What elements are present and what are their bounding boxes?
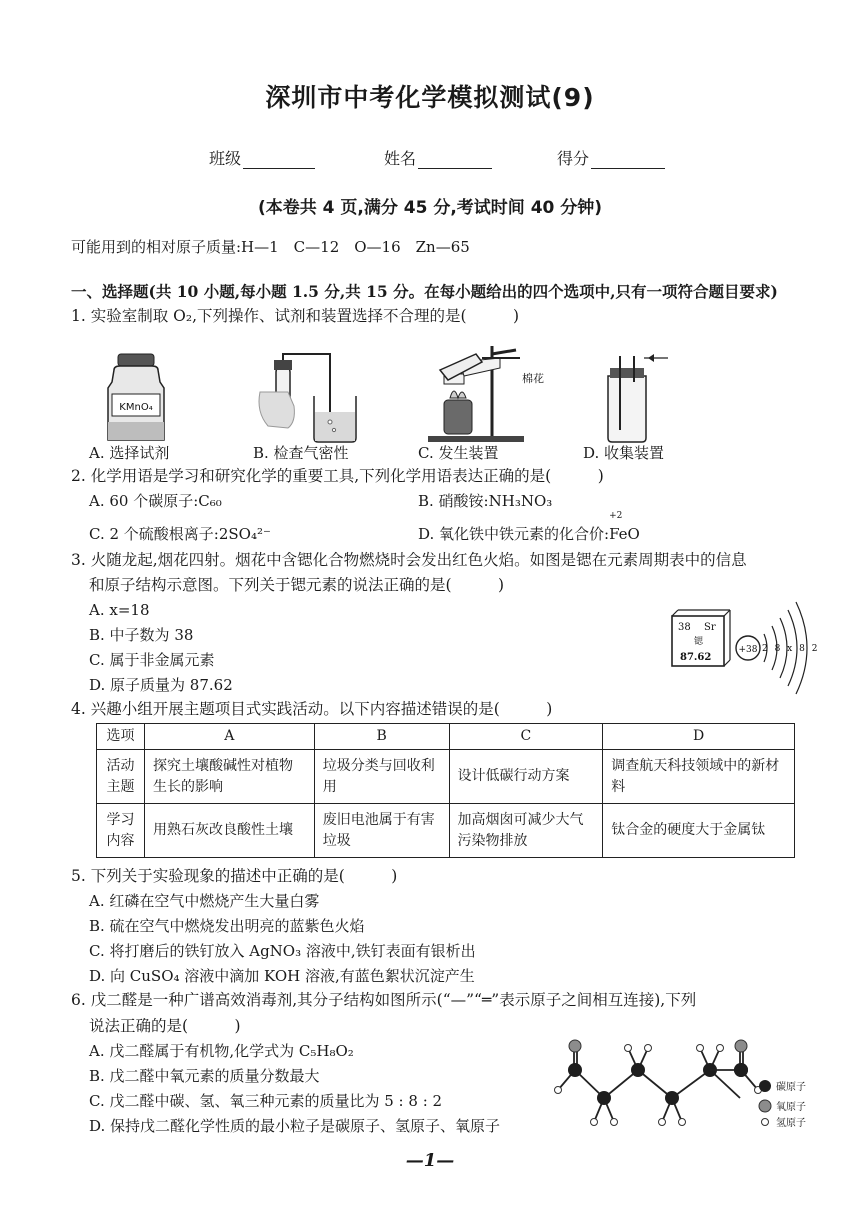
q2-option-a: A. 60 个碳原子:C₆₀ [89,492,222,510]
q3-option-d: D. 原子质量为 87.62 [89,676,233,694]
exam-note: (本卷共 4 页,满分 45 分,考试时间 40 分钟) [257,198,603,218]
svg-text:2 8 x 8 2: 2 8 x 8 2 [762,644,820,654]
reagent-bottle-illustration [98,352,178,444]
svg-text:氧原子: 氧原子 [776,1102,806,1113]
page-number: —1— [405,1150,455,1171]
q3-option-a: A. x=18 [89,601,150,619]
table-header-row [97,724,795,750]
table-row [97,750,795,804]
cotton-label: 棉花 [522,372,544,385]
q5-option-a: A. 红磷在空气中燃烧产生大量白雾 [89,892,320,910]
q2-stem: 2. 化学用语是学习和研究化学的重要工具,下列化学用语表达正确的是( ) [71,467,604,485]
q6-option-b: B. 戊二醛中氧元素的质量分数最大 [89,1067,320,1085]
table-cell: 设计低碳行动方案 [449,750,603,804]
q1-stem: 1. 实验室制取 O₂,下列操作、试剂和装置选择不合理的是( ) [71,307,520,325]
table-row [97,804,795,858]
q1-option-c: C. 发生装置 [418,444,499,462]
table-cell: 加高烟囱可减少大气污染物排放 [449,804,603,858]
q6-option-d: D. 保持戊二醛化学性质的最小粒子是碳原子、氢原子、氧原子 [89,1117,501,1135]
table-header-cell: D [603,724,795,750]
page-title: 深圳市中考化学模拟测试(9) [265,83,595,112]
periodic-table-cell [672,610,730,666]
table-header-cell: A [144,724,314,750]
q6-option-a: A. 戊二醛属于有机物,化学式为 C₅H₈O₂ [89,1042,354,1060]
name-field: 姓名 [384,146,492,169]
q1-option-d: D. 收集装置 [583,444,665,462]
svg-text:38: 38 [678,622,691,633]
table-header-cell: B [314,724,449,750]
airtightness-check-illustration [250,352,370,444]
q1-option-a: A. 选择试剂 [89,444,170,462]
collection-bottle-illustration [598,352,678,444]
table-cell: 废旧电池属于有害垃圾 [314,804,449,858]
q5-option-d: D. 向 CuSO₄ 溶液中滴加 KOH 溶液,有蓝色絮状沉淀产生 [89,967,475,985]
q5-option-c: C. 将打磨后的铁钉放入 AgNO₃ 溶液中,铁钉表面有银析出 [89,942,476,960]
svg-text:氢原子: 氢原子 [776,1118,806,1129]
generation-apparatus-illustration [420,340,544,444]
q2-option-b: B. 硝酸铵:NH₃NO₃ [418,492,553,510]
q5-stem: 5. 下列关于实验现象的描述中正确的是( ) [71,867,398,885]
q4-stem: 4. 兴趣小组开展主题项目式实践活动。以下内容描述错误的是( ) [71,700,553,718]
svg-text:锶: 锶 [694,637,704,647]
class-field: 班级 [209,146,315,169]
svg-text:+38: +38 [738,645,758,655]
section-heading: 一、选择题(共 10 小题,每小题 1.5 分,共 15 分。在每小题给出的四个选项中,只有一项符合题目要求) [71,282,778,301]
score-field: 得分 [557,146,665,169]
q3-option-c: C. 属于非金属元素 [89,651,215,669]
q3-option-b: B. 中子数为 38 [89,626,194,644]
table-cell: 用熟石灰改良酸性土壤 [144,804,314,858]
hydrogen-atoms [555,1045,762,1126]
q2-option-d: D. 氧化铁中铁元素的化合价: +2 FeO [418,511,640,543]
molecule-legend [759,1080,806,1129]
table-cell: 垃圾分类与回收利用 [314,750,449,804]
row-label: 活动 主题 [97,750,145,804]
q6-option-c: C. 戊二醛中碳、氢、氧三种元素的质量比为 5 : 8 : 2 [89,1092,443,1110]
atomic-structure-diagram [736,602,819,694]
q6-stem-line2: 说法正确的是( ) [89,1017,241,1035]
svg-text:碳原子: 碳原子 [776,1082,806,1093]
q3-stem-line1: 3. 火随龙起,烟花四射。烟花中含锶化合物燃烧时会发出红色火焰。如图是锶在元素周期表中的信息 [71,551,747,569]
q3-stem-line2: 和原子结构示意图。下列关于锶元素的说法正确的是( ) [89,576,505,594]
glutaraldehyde-molecule [548,1034,818,1134]
bottle-label: KMnO₄ [119,402,153,413]
table-header-cell: C [449,724,603,750]
row-label: 学习 内容 [97,804,145,858]
atomic-masses: 可能用到的相对原子质量:H—1 C—12 O—16 Zn—65 [71,238,470,256]
strontium-figure [668,596,818,700]
table-header-cell: 选项 [97,724,145,750]
table-cell: 探究土壤酸碱性对植物生长的影响 [144,750,314,804]
svg-text:Sr: Sr [704,622,716,633]
activity-table [96,723,795,858]
valence-mark: +2 [609,511,623,521]
q6-stem-line1: 6. 戊二醛是一种广谱高效消毒剂,其分子结构如图所示(“—”“═”表示原子之间相互连接),下列 [71,991,697,1009]
q1-option-b: B. 检查气密性 [253,444,349,462]
q2-option-c: C. 2 个硫酸根离子:2SO₄²⁻ [89,525,271,543]
table-cell: 调查航天科技领域中的新材料 [603,750,795,804]
svg-text:87.62: 87.62 [680,652,712,663]
q5-option-b: B. 硫在空气中燃烧发出明亮的蓝紫色火焰 [89,917,365,935]
table-cell: 钛合金的硬度大于金属钛 [603,804,795,858]
